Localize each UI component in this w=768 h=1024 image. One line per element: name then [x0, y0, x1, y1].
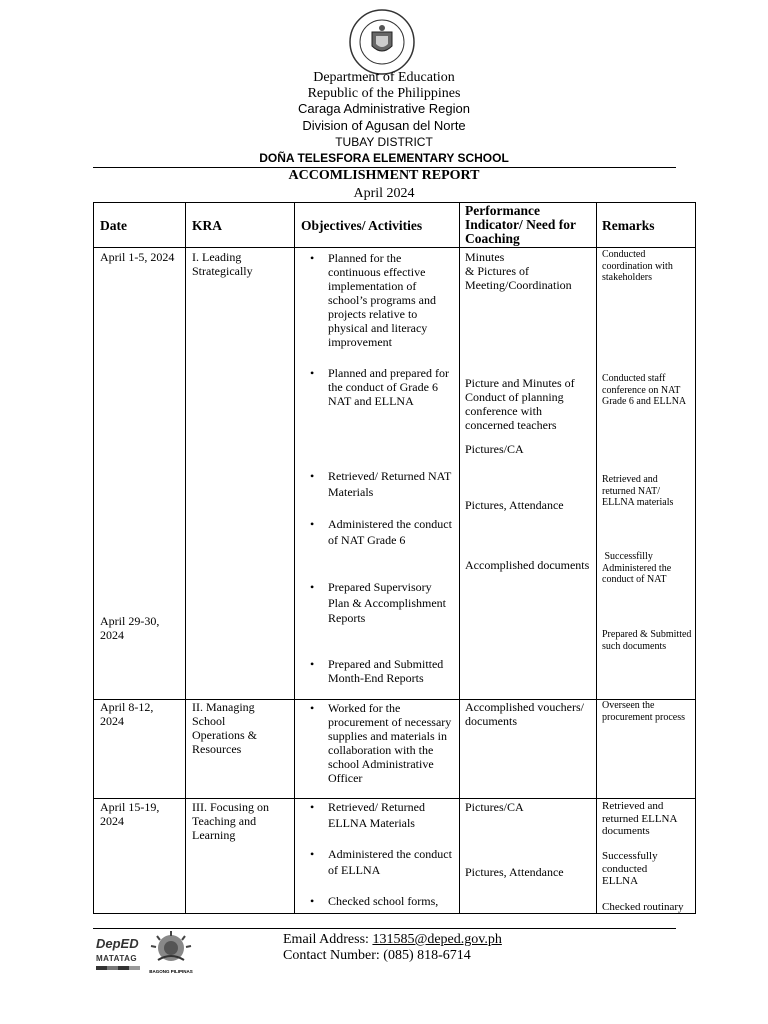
header-republic: Republic of the Philippines	[307, 86, 461, 101]
row1-objective-3: • Retrieved/ Returned NAT Materials	[328, 469, 453, 500]
footer-email	[283, 932, 502, 948]
row1-indicator-1: Minutes & Pictures of Meeting/Coordination	[465, 250, 572, 292]
bagong-pilipinas-text: BAGONG PILIPINAS	[149, 969, 193, 974]
row1-remark-4: Successfilly Administered the conduct of NAT	[602, 551, 674, 585]
footer-divider	[93, 928, 676, 929]
deped-seal	[348, 8, 416, 76]
row1-date-end: April 29-30, 2024	[100, 614, 160, 642]
row1-indicator-5: Accomplished documents	[465, 558, 590, 572]
row1-objective-4: • Administered the conduct of NAT Grade 6	[328, 517, 453, 548]
row2-remark: Overseen the procurement process	[602, 700, 686, 723]
header-district: TUBAY DISTRICT	[335, 135, 433, 149]
email-link[interactable]: 131585@deped.gov.ph	[372, 932, 502, 947]
email-label: Email Address:	[283, 932, 373, 947]
footer-contact: Contact Number: (085) 818-6714	[283, 948, 471, 963]
row3-indicator-2: Pictures, Attendance	[465, 865, 564, 879]
deped-logo-text: DepED	[96, 936, 139, 951]
row3-remark-1: Retrieved and returned ELLNA documents	[602, 800, 677, 837]
header-remarks: Remarks	[602, 218, 655, 233]
row1-remark-2: Conducted staff conference on NAT Grade 6 and ELLNA	[602, 373, 687, 407]
row1-remark-5: Prepared & Submitted such documents	[602, 629, 692, 652]
bagong-pilipinas-logo	[148, 930, 194, 974]
header-school: DOÑA TELESFORA ELEMENTARY SCHOOL	[259, 151, 509, 165]
header-date: Date	[100, 218, 127, 233]
matatag-logo-text: MATATAG	[96, 954, 138, 963]
row1-kra: I. Leading Strategically	[192, 250, 253, 278]
row3-kra: III. Focusing on Teaching and Learning	[192, 800, 269, 842]
row2-kra: II. Managing School Operations & Resources	[192, 700, 257, 756]
row1-indicator-4: Pictures, Attendance	[465, 498, 564, 512]
row3-objective-3: • Checked school forms,	[328, 894, 453, 909]
report-title: ACCOMLISHMENT REPORT	[288, 168, 480, 183]
row1-remark-3: Retrieved and returned NAT/ ELLNA materials	[602, 474, 674, 508]
row1-objective-5: • Prepared Supervisory Plan & Accomplishment Reports	[328, 580, 453, 627]
row2-objective: • Worked for the procurement of necessary supplies and materials in collaboration with the school Administrative Officer	[328, 701, 453, 785]
row3-indicator-1: Pictures/CA	[465, 800, 524, 814]
row1-indicator-3: Pictures/CA	[465, 442, 524, 456]
row2-indicator: Accomplished vouchers/ documents	[465, 700, 584, 728]
row1-objective-1: • Planned for the continuous effective implementation of school’s programs and projects relative to physical and literacy improvement	[328, 251, 453, 349]
row1-remark-1: Conducted coordination with stakeholders	[602, 249, 673, 283]
header-department: Department of Education	[313, 70, 455, 85]
row3-remark-3: Checked routinary	[602, 901, 684, 913]
header-kra: KRA	[192, 218, 222, 233]
header-division: Division of Agusan del Norte	[302, 118, 466, 133]
row1-date-start: April 1-5, 2024	[100, 250, 175, 264]
row2-date: April 8-12, 2024	[100, 700, 154, 728]
row3-remark-2: Successfully conducted ELLNA	[602, 850, 658, 887]
report-month: April 2024	[353, 186, 415, 201]
row1-indicator-2: Picture and Minutes of Conduct of planning conference with concerned teachers	[465, 376, 575, 432]
deped-matatag-logo	[96, 936, 142, 972]
row1-objective-2: • Planned and prepared for the conduct of Grade 6 NAT and ELLNA	[328, 366, 453, 408]
row1-objective-6: • Prepared and Submitted Month-End Reports	[328, 657, 453, 685]
row3-objective-1: • Retrieved/ Returned ELLNA Materials	[328, 800, 453, 831]
row3-objective-2: • Administered the conduct of ELLNA	[328, 847, 453, 878]
header-region: Caraga Administrative Region	[298, 101, 470, 116]
header-indicator: Performance Indicator/ Need for Coaching	[465, 203, 576, 246]
header-objectives: Objectives/ Activities	[301, 218, 423, 233]
row3-date: April 15-19, 2024	[100, 800, 160, 828]
